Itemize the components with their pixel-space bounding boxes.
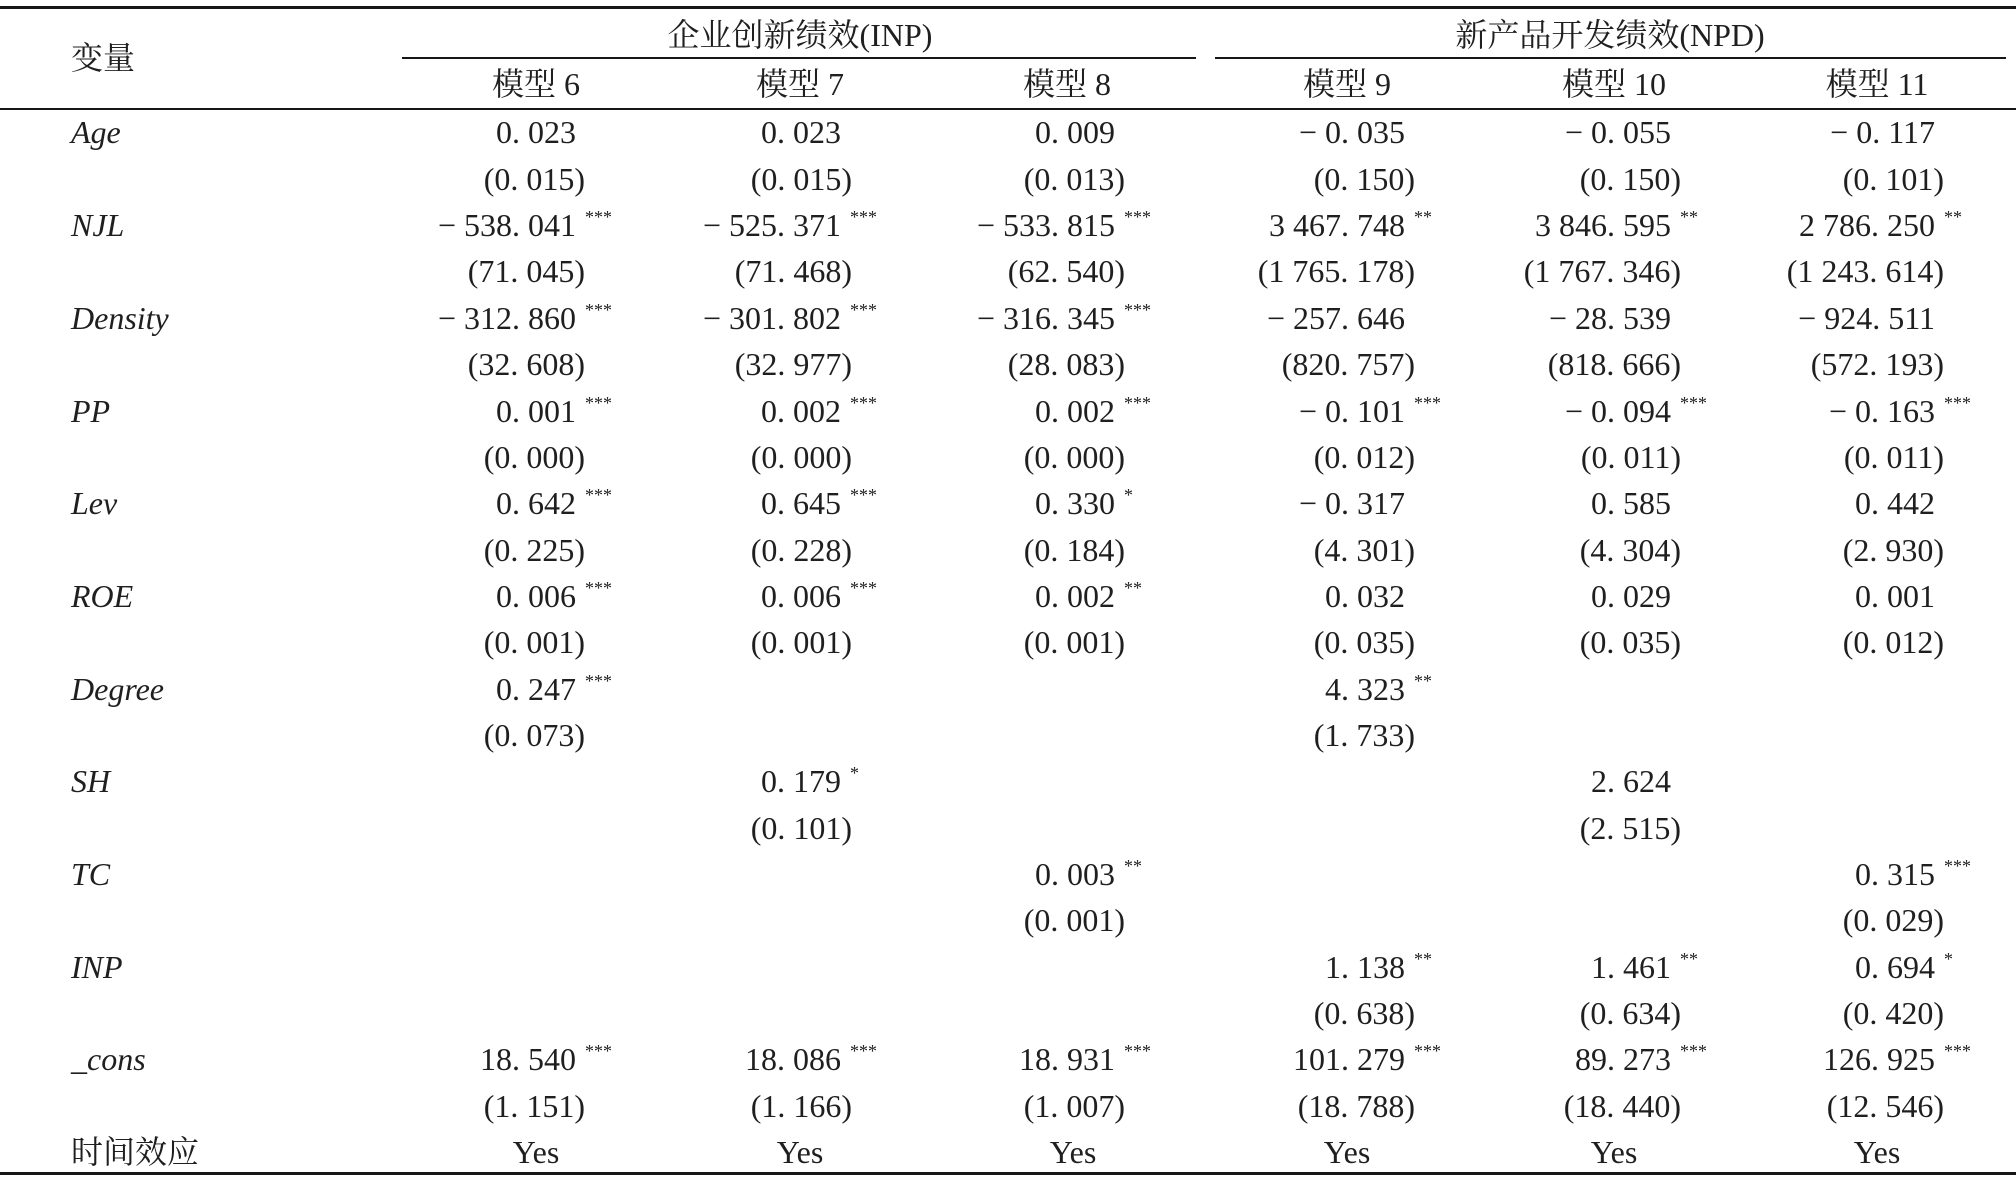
significance-stars: ***	[1124, 1041, 1151, 1061]
standard-error-value: (2. 515)	[1579, 810, 1681, 846]
coefficient-cell	[1799, 202, 1962, 248]
coefficient-value: 0. 315	[1855, 856, 1935, 892]
coefficient-cell	[1591, 944, 1698, 990]
coefficient-value: 0. 009	[1035, 114, 1115, 150]
model-7-header: 模型 7	[755, 66, 844, 102]
coefficient-cell	[1325, 666, 1432, 712]
coefficient-cell	[1855, 851, 1971, 897]
time-effect-model-10: Yes	[1590, 1134, 1638, 1170]
coefficient-cell	[496, 573, 612, 619]
standard-error-value: (0. 000)	[1023, 439, 1125, 475]
table-row	[0, 851, 2016, 943]
significance-stars: **	[1414, 949, 1432, 969]
coefficient-cell	[1855, 573, 1935, 619]
coefficient-cell	[1535, 202, 1698, 248]
coefficient-value: 0. 330	[1035, 485, 1115, 521]
standard-error-value: (0. 225)	[483, 532, 585, 568]
significance-stars: **	[1680, 207, 1698, 227]
significance-stars: ***	[1944, 393, 1971, 413]
coefficient-value: 0. 642	[496, 485, 576, 521]
significance-stars: ***	[585, 485, 612, 505]
standard-error-value: (0. 001)	[1023, 902, 1125, 938]
model-10-header: 模型 10	[1561, 66, 1666, 102]
coefficient-value: 0. 442	[1855, 485, 1935, 521]
significance-stars: **	[1944, 207, 1962, 227]
standard-error-value: (0. 012)	[1313, 439, 1415, 475]
coefficient-cell	[1269, 202, 1432, 248]
coefficient-cell	[1823, 1036, 1971, 1082]
coefficient-cell	[761, 573, 877, 619]
standard-error-value: (0. 015)	[483, 161, 585, 197]
standard-error-value: (0. 184)	[1023, 532, 1125, 568]
coefficient-value: − 312. 860	[437, 300, 576, 336]
coefficient-value: 0. 002	[1035, 393, 1115, 429]
coefficient-cell	[1565, 109, 1671, 155]
coefficient-cell	[1035, 388, 1151, 434]
variable-name: Degree	[71, 671, 164, 707]
significance-stars: ***	[850, 578, 877, 598]
standard-error-value: (0. 101)	[750, 810, 852, 846]
standard-error-value: (62. 540)	[1007, 253, 1125, 289]
significance-stars: ***	[850, 300, 877, 320]
group-header-npd: 新产品开发绩效(NPD)	[1455, 17, 1765, 53]
significance-stars: *	[850, 763, 859, 783]
coefficient-value: 18. 931	[1019, 1041, 1115, 1077]
standard-error-value: (0. 000)	[750, 439, 852, 475]
coefficient-value: 89. 273	[1575, 1041, 1671, 1077]
coefficient-value: 0. 001	[1855, 578, 1935, 614]
standard-error-value: (71. 045)	[467, 253, 585, 289]
coefficient-value: 0. 003	[1035, 856, 1115, 892]
coefficient-cell	[496, 480, 612, 526]
standard-error-value: (2. 930)	[1842, 532, 1944, 568]
coefficient-cell	[1299, 109, 1405, 155]
variable-name: SH	[71, 763, 111, 799]
variable-name: ROE	[71, 578, 134, 614]
coefficient-value: 0. 247	[496, 671, 576, 707]
significance-stars: ***	[1680, 393, 1707, 413]
coefficient-cell	[1267, 295, 1405, 341]
significance-stars: ***	[585, 578, 612, 598]
standard-error-value: (0. 150)	[1579, 161, 1681, 197]
significance-stars: ***	[1124, 393, 1151, 413]
coefficient-cell	[1298, 388, 1441, 434]
table-row	[0, 573, 2016, 665]
standard-error-value: (0. 001)	[1023, 624, 1125, 660]
coefficient-cell	[437, 202, 612, 248]
variable-name: _cons	[71, 1041, 146, 1077]
standard-error-value: (0. 011)	[1843, 439, 1944, 475]
standard-error-value: (818. 666)	[1547, 346, 1681, 382]
coefficient-value: − 316. 345	[976, 300, 1115, 336]
standard-error-value: (0. 013)	[1023, 161, 1125, 197]
coefficient-value: 0. 002	[761, 393, 841, 429]
coefficient-value: 0. 001	[496, 393, 576, 429]
coefficient-cell	[761, 109, 841, 155]
model-6-header: 模型 6	[491, 66, 580, 102]
significance-stars: ***	[850, 393, 877, 413]
coefficient-cell	[1035, 851, 1142, 897]
variable-name: PP	[71, 393, 111, 429]
significance-stars: ***	[850, 1041, 877, 1061]
variable-name: NJL	[71, 207, 125, 243]
table-row	[0, 1036, 2016, 1128]
coefficient-value: 2 786. 250	[1799, 207, 1935, 243]
standard-error-value: (0. 015)	[750, 161, 852, 197]
standard-error-value: (1. 007)	[1023, 1088, 1125, 1124]
coefficient-value: 0. 006	[761, 578, 841, 614]
standard-error-value: (0. 001)	[750, 624, 852, 660]
table-row	[0, 295, 2016, 387]
standard-error-value: (32. 608)	[467, 346, 585, 382]
standard-error-value: (71. 468)	[734, 253, 852, 289]
significance-stars: *	[1124, 485, 1133, 505]
model-8-header: 模型 8	[1022, 66, 1111, 102]
standard-error-value: (28. 083)	[1007, 346, 1125, 382]
standard-error-value: (0. 638)	[1313, 995, 1415, 1031]
coefficient-value: − 0. 101	[1298, 393, 1405, 429]
standard-error-value: (0. 035)	[1579, 624, 1681, 660]
standard-error-value: (0. 073)	[483, 717, 585, 753]
significance-stars: ***	[1124, 300, 1151, 320]
significance-stars: ***	[1124, 207, 1151, 227]
standard-error-value: (0. 634)	[1579, 995, 1681, 1031]
coefficient-cell	[496, 666, 612, 712]
coefficient-cell	[1035, 109, 1115, 155]
coefficient-cell	[1830, 109, 1935, 155]
coefficient-value: − 28. 539	[1548, 300, 1671, 336]
group-header-inp: 企业创新绩效(INP)	[667, 17, 933, 53]
coefficient-value: 101. 279	[1293, 1041, 1405, 1077]
model-9-header: 模型 9	[1302, 66, 1391, 102]
coefficient-cell	[1035, 573, 1142, 619]
coefficient-cell	[702, 295, 877, 341]
significance-stars: ***	[1680, 1041, 1707, 1061]
time-effect-model-9: Yes	[1323, 1134, 1371, 1170]
significance-stars: ***	[585, 207, 612, 227]
coefficient-value: 0. 585	[1591, 485, 1671, 521]
coefficient-value: 0. 006	[496, 578, 576, 614]
coefficient-value: 0. 023	[496, 114, 576, 150]
coefficient-cell	[496, 109, 576, 155]
standard-error-value: (1 765. 178)	[1257, 253, 1415, 289]
variable-column-header: 变量	[71, 40, 136, 76]
coefficient-cell	[1325, 573, 1405, 619]
coefficient-cell	[1549, 295, 1671, 341]
variable-name: Age	[71, 114, 121, 150]
coefficient-value: − 0. 117	[1830, 114, 1935, 150]
significance-stars: ***	[1414, 393, 1441, 413]
coefficient-value: − 533. 815	[976, 207, 1115, 243]
significance-stars: *	[1944, 949, 1953, 969]
significance-stars: ***	[585, 393, 612, 413]
standard-error-value: (0. 011)	[1580, 439, 1681, 475]
coefficient-cell	[1798, 295, 1935, 341]
variable-name: INP	[71, 949, 123, 985]
significance-stars: ***	[1414, 1041, 1441, 1061]
standard-error-value: (1. 733)	[1313, 717, 1415, 753]
coefficient-value: 3 846. 595	[1535, 207, 1671, 243]
time-effect-label: 时间效应	[71, 1134, 200, 1170]
significance-stars: ***	[585, 671, 612, 691]
standard-error-value: (0. 012)	[1842, 624, 1944, 660]
coefficient-value: 1. 461	[1591, 949, 1671, 985]
coefficient-value: − 924. 511	[1798, 300, 1935, 336]
coefficient-cell	[1035, 480, 1133, 526]
coefficient-cell	[1293, 1036, 1441, 1082]
coefficient-cell	[1591, 573, 1671, 619]
significance-stars: ***	[1944, 856, 1971, 876]
coefficient-cell	[1325, 944, 1432, 990]
coefficient-cell	[1591, 758, 1671, 804]
standard-error-value: (4. 304)	[1579, 532, 1681, 568]
table-row	[0, 944, 2016, 1036]
coefficient-value: 0. 023	[761, 114, 841, 150]
significance-stars: ***	[585, 300, 612, 320]
coefficient-value: 18. 540	[480, 1041, 576, 1077]
time-effect-row	[0, 1129, 2016, 1175]
table-row	[0, 666, 2016, 758]
standard-error-value: (18. 440)	[1563, 1088, 1681, 1124]
variable-name: TC	[71, 856, 111, 892]
standard-error-value: (820. 757)	[1281, 346, 1415, 382]
coefficient-cell	[1855, 480, 1935, 526]
standard-error-value: (0. 035)	[1313, 624, 1415, 660]
time-effect-model-8: Yes	[1049, 1134, 1097, 1170]
coefficient-value: − 0. 035	[1298, 114, 1405, 150]
coefficient-value: − 257. 646	[1266, 300, 1405, 336]
standard-error-value: (4. 301)	[1313, 532, 1415, 568]
standard-error-value: (1 767. 346)	[1523, 253, 1681, 289]
coefficient-cell	[702, 202, 877, 248]
significance-stars: ***	[1944, 1041, 1971, 1061]
standard-error-value: (1 243. 614)	[1786, 253, 1944, 289]
coefficient-cell	[1299, 480, 1405, 526]
coefficient-value: 0. 002	[1035, 578, 1115, 614]
significance-stars: ***	[850, 207, 877, 227]
table-row	[0, 388, 2016, 480]
coefficient-cell	[976, 202, 1151, 248]
coefficient-value: 0. 032	[1325, 578, 1405, 614]
standard-error-value: (0. 000)	[483, 439, 585, 475]
table-row	[0, 202, 2016, 294]
coefficient-value: − 0. 317	[1298, 485, 1405, 521]
coefficient-value: 3 467. 748	[1269, 207, 1405, 243]
standard-error-value: (32. 977)	[734, 346, 852, 382]
standard-error-value: (0. 029)	[1842, 902, 1944, 938]
significance-stars: ***	[850, 485, 877, 505]
coefficient-value: 0. 029	[1591, 578, 1671, 614]
coefficient-cell	[1575, 1036, 1707, 1082]
table-row	[0, 480, 2016, 572]
significance-stars: **	[1680, 949, 1698, 969]
significance-stars: **	[1124, 578, 1142, 598]
standard-error-value: (0. 150)	[1313, 161, 1415, 197]
coefficient-value: − 0. 055	[1564, 114, 1671, 150]
standard-error-value: (1. 166)	[750, 1088, 852, 1124]
variable-name: Lev	[71, 485, 118, 521]
coefficient-value: − 0. 163	[1828, 393, 1935, 429]
standard-error-value: (572. 193)	[1810, 346, 1944, 382]
standard-error-value: (0. 228)	[750, 532, 852, 568]
time-effect-model-6: Yes	[512, 1134, 560, 1170]
coefficient-cell	[480, 1036, 612, 1082]
coefficient-value: 4. 323	[1325, 671, 1405, 707]
table-row	[0, 758, 2016, 850]
coefficient-value: 0. 694	[1855, 949, 1935, 985]
standard-error-value: (0. 001)	[483, 624, 585, 660]
standard-error-value: (18. 788)	[1297, 1088, 1415, 1124]
coefficient-value: − 301. 802	[702, 300, 841, 336]
coefficient-cell	[437, 295, 612, 341]
coefficient-value: 0. 179	[761, 763, 841, 799]
significance-stars: ***	[585, 1041, 612, 1061]
coefficient-value: 126. 925	[1823, 1041, 1935, 1077]
coefficient-cell	[496, 388, 612, 434]
coefficient-cell	[1591, 480, 1671, 526]
coefficient-value: − 538. 041	[437, 207, 576, 243]
coefficient-value: 18. 086	[745, 1041, 841, 1077]
significance-stars: **	[1414, 671, 1432, 691]
coefficient-cell	[1019, 1036, 1151, 1082]
time-effect-model-11: Yes	[1853, 1134, 1901, 1170]
standard-error-value: (0. 420)	[1842, 995, 1944, 1031]
coefficient-cell	[761, 388, 877, 434]
standard-error-value: (1. 151)	[483, 1088, 585, 1124]
coefficient-cell	[761, 758, 859, 804]
coefficient-value: 1. 138	[1325, 949, 1405, 985]
coefficient-cell	[1855, 944, 1953, 990]
coefficient-cell	[1828, 388, 1971, 434]
standard-error-value: (0. 101)	[1842, 161, 1944, 197]
coefficient-cell	[976, 295, 1151, 341]
coefficient-cell	[745, 1036, 877, 1082]
significance-stars: **	[1124, 856, 1142, 876]
table-row	[0, 109, 2016, 201]
coefficient-value: 2. 624	[1591, 763, 1671, 799]
coefficient-cell	[761, 480, 877, 526]
time-effect-model-7: Yes	[776, 1134, 824, 1170]
coefficient-cell	[1564, 388, 1707, 434]
coefficient-value: − 525. 371	[702, 207, 841, 243]
coefficient-value: − 0. 094	[1564, 393, 1671, 429]
model-11-header: 模型 11	[1825, 66, 1929, 102]
coefficient-value: 0. 645	[761, 485, 841, 521]
variable-name: Density	[71, 300, 169, 336]
significance-stars: **	[1414, 207, 1432, 227]
table-bottom-rule	[0, 1172, 2016, 1175]
standard-error-value: (12. 546)	[1826, 1088, 1944, 1124]
